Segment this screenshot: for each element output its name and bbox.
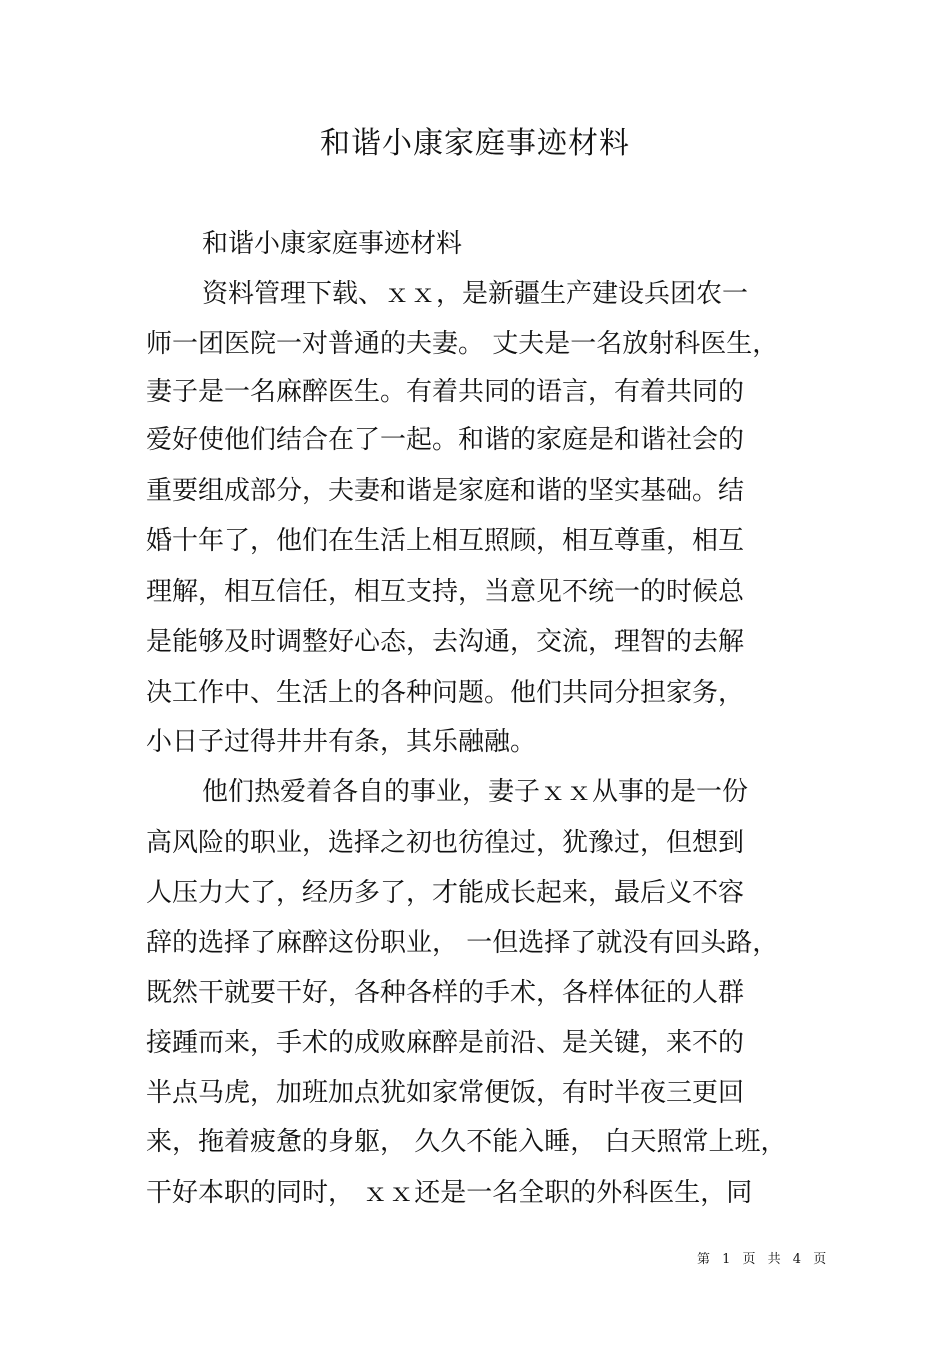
paragraph-line: 既然干就要干好，各种各样的手术，各样体征的人群 bbox=[146, 978, 745, 1008]
document-title: 和谐小康家庭事迹材料 bbox=[320, 126, 630, 161]
paragraph-line: 他们热爱着各自的事业，妻子ｘｘ从事的是一份 bbox=[202, 777, 749, 807]
paragraph-line: 决工作中、生活上的各种问题。他们共同分担家务， bbox=[146, 678, 745, 708]
paragraph-line: 爱好使他们结合在了一起。和谐的家庭是和谐社会的 bbox=[146, 425, 745, 455]
paragraph-line: 师一团医院一对普通的夫妻。 丈夫是一名放射科医生， bbox=[146, 329, 779, 359]
paragraph-line: 小日子过得井井有条，其乐融融。 bbox=[146, 727, 537, 757]
paragraph-line: 理解，相互信任，相互支持，当意见不统一的时候总 bbox=[146, 577, 745, 607]
page-number: 第 1 页 共 4 页 bbox=[697, 1252, 831, 1267]
paragraph-line: 人压力大了，经历多了，才能成长起来，最后义不容 bbox=[146, 878, 745, 908]
paragraph-line: 重要组成部分，夫妻和谐是家庭和谐的坚实基础。结 bbox=[146, 476, 745, 506]
paragraph-line: 是能够及时调整好心态，去沟通，交流，理智的去解 bbox=[146, 627, 745, 657]
paragraph-line: 干好本职的同时， ｘｘ还是一名全职的外科医生，同 bbox=[146, 1178, 753, 1208]
paragraph-line: 资料管理下载、ｘｘ，是新疆生产建设兵团农一 bbox=[202, 279, 749, 309]
paragraph-line: 高风险的职业，选择之初也彷徨过，犹豫过，但想到 bbox=[146, 828, 745, 858]
subtitle-line: 和谐小康家庭事迹材料 bbox=[202, 229, 463, 259]
paragraph-line: 妻子是一名麻醉医生。有着共同的语言，有着共同的 bbox=[146, 377, 745, 407]
paragraph-line: 辞的选择了麻醉这份职业， 一但选择了就没有回头路， bbox=[146, 928, 779, 958]
paragraph-line: 接踵而来，手术的成败麻醉是前沿、是关键，来不的 bbox=[146, 1028, 745, 1058]
paragraph-line: 来，拖着疲惫的身躯， 久久不能入睡， 白天照常上班， bbox=[146, 1127, 787, 1157]
paragraph-line: 半点马虎，加班加点犹如家常便饭，有时半夜三更回 bbox=[146, 1078, 745, 1108]
paragraph-line: 婚十年了，他们在生活上相互照顾，相互尊重，相互 bbox=[146, 526, 745, 556]
